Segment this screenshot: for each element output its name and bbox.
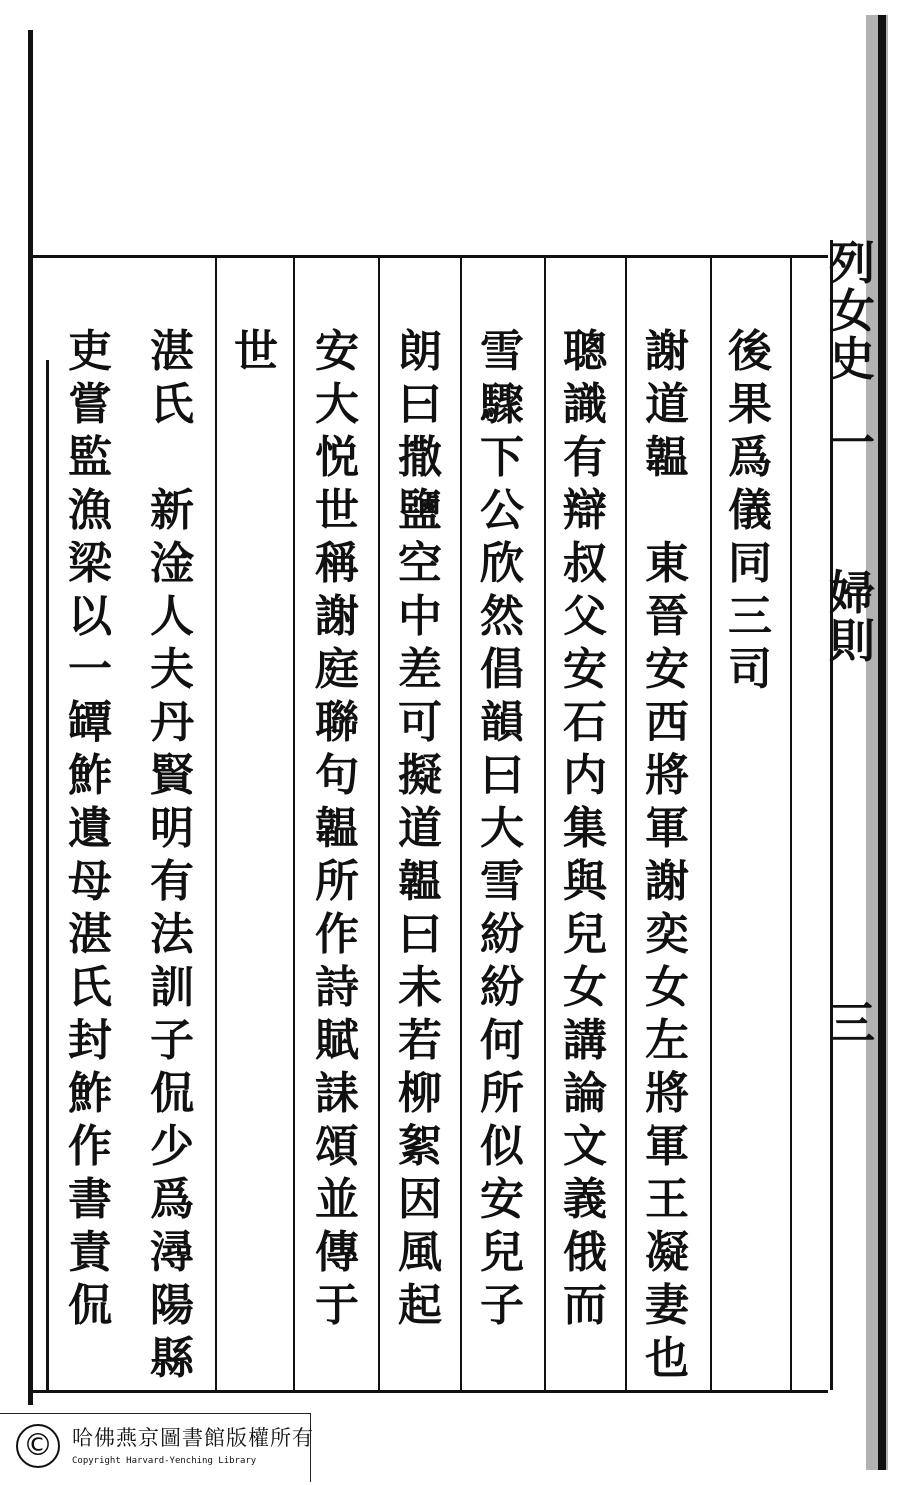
text-char: 驟: [480, 379, 524, 430]
text-char: 雪: [480, 856, 524, 907]
text-char: 道: [645, 379, 689, 430]
text-char: 同: [728, 538, 772, 589]
text-char: 後: [728, 326, 772, 377]
text-char: 法: [150, 909, 194, 960]
text-char: 縣: [150, 1333, 194, 1384]
text-char: 西: [645, 697, 689, 748]
text-char: 絮: [398, 1121, 442, 1172]
column-rule: [378, 258, 380, 1390]
spine-char: 一: [829, 416, 875, 470]
text-char: 安: [563, 644, 607, 695]
text-char: 空: [398, 538, 442, 589]
text-char: 辯: [563, 485, 607, 536]
text-char: 所: [315, 856, 359, 907]
text-char: 明: [150, 803, 194, 854]
text-char: 傳: [315, 1227, 359, 1278]
text-char: 女: [563, 962, 607, 1013]
text-char: 妻: [645, 1280, 689, 1331]
text-char: 論: [563, 1068, 607, 1119]
text-char: 所: [480, 1068, 524, 1119]
text-char: 賢: [150, 750, 194, 801]
text-char: 湛: [68, 909, 112, 960]
text-char: [637, 489, 697, 533]
text-char: 人: [150, 591, 194, 642]
text-char: 撒: [398, 432, 442, 483]
text-char: 父: [563, 591, 607, 642]
text-char: 因: [398, 1174, 442, 1225]
spine-rule: [830, 240, 833, 1390]
text-char: 曰: [398, 379, 442, 430]
text-char: 鮓: [68, 750, 112, 801]
text-char: 起: [398, 1280, 442, 1331]
text-char: 夫: [150, 644, 194, 695]
column-rule: [625, 258, 627, 1390]
text-char: 風: [398, 1227, 442, 1278]
text-char: 氏: [150, 379, 194, 430]
text-char: 陽: [150, 1280, 194, 1331]
text-char: 若: [398, 1015, 442, 1066]
text-char: 未: [398, 962, 442, 1013]
text-char: 誄: [315, 1068, 359, 1119]
text-char: 朗: [398, 326, 442, 377]
text-char: 中: [398, 591, 442, 642]
text-char: 頌: [315, 1121, 359, 1172]
text-char: 嘗: [68, 379, 112, 430]
column-rule: [544, 258, 546, 1390]
text-char: 世: [234, 326, 278, 377]
text-char: 内: [563, 750, 607, 801]
text-char: 潯: [150, 1227, 194, 1278]
text-char: 世: [315, 485, 359, 536]
text-char: 鮓: [68, 1068, 112, 1119]
text-char: 監: [68, 432, 112, 483]
text-char: 曰: [480, 750, 524, 801]
text-char: 石: [563, 697, 607, 748]
text-char: 俄: [563, 1227, 607, 1278]
page-left-border-inner: [46, 360, 49, 1390]
text-char: 識: [563, 379, 607, 430]
text-char: 氏: [68, 962, 112, 1013]
text-char: 吏: [68, 326, 112, 377]
text-char: 軍: [645, 1121, 689, 1172]
text-char: 句: [315, 750, 359, 801]
text-char: 子: [150, 1015, 194, 1066]
text-char: 湛: [150, 326, 194, 377]
frame-bottom: [28, 1390, 828, 1393]
text-char: 兒: [563, 909, 607, 960]
text-char: 賦: [315, 1015, 359, 1066]
text-char: 似: [480, 1121, 524, 1172]
text-char: 鹽: [398, 485, 442, 536]
text-char: 漁: [68, 485, 112, 536]
text-char: 然: [480, 591, 524, 642]
text-char: 謝: [315, 591, 359, 642]
text-char: 擬: [398, 750, 442, 801]
text-char: 稱: [315, 538, 359, 589]
text-char: 文: [563, 1121, 607, 1172]
spine-char: 婦: [829, 566, 875, 620]
text-char: 三: [728, 591, 772, 642]
text-char: 凝: [645, 1227, 689, 1278]
text-char: 王: [645, 1174, 689, 1225]
text-char: 也: [645, 1333, 689, 1384]
text-char: 奕: [645, 909, 689, 960]
text-char: 謝: [645, 856, 689, 907]
text-char: 母: [68, 856, 112, 907]
text-char: 聯: [315, 697, 359, 748]
spine-char: 女: [829, 284, 875, 338]
text-char: 謝: [645, 326, 689, 377]
text-char: 大: [480, 803, 524, 854]
text-char: 紛: [480, 962, 524, 1013]
copyright-chinese: 哈佛燕京圖書館版權所有: [72, 1426, 314, 1450]
text-char: 韞: [645, 432, 689, 483]
text-char: 遺: [68, 803, 112, 854]
text-char: 兒: [480, 1227, 524, 1278]
text-char: 韻: [480, 697, 524, 748]
text-char: 可: [398, 697, 442, 748]
text-char: 下: [480, 432, 524, 483]
text-char: 爲: [728, 432, 772, 483]
text-char: 韞: [315, 803, 359, 854]
text-char: 責: [68, 1227, 112, 1278]
text-char: 公: [480, 485, 524, 536]
page-right-edge: [878, 15, 886, 1470]
text-char: 東: [645, 538, 689, 589]
text-char: 梁: [68, 538, 112, 589]
text-char: 果: [728, 379, 772, 430]
frame-top: [28, 255, 828, 258]
text-char: 與: [563, 856, 607, 907]
text-char: 子: [480, 1280, 524, 1331]
text-char: 爲: [150, 1174, 194, 1225]
text-char: 道: [398, 803, 442, 854]
text-char: 儀: [728, 485, 772, 536]
text-char: 淦: [150, 538, 194, 589]
spine-char: 則: [829, 614, 875, 668]
text-char: 丹: [150, 697, 194, 748]
text-char: 少: [150, 1121, 194, 1172]
spine-char: 列: [829, 236, 875, 290]
text-char: 安: [315, 326, 359, 377]
copyright-symbol: ©: [16, 1424, 60, 1468]
text-char: 作: [68, 1121, 112, 1172]
text-char: 柳: [398, 1068, 442, 1119]
text-char: 晉: [645, 591, 689, 642]
text-char: 何: [480, 1015, 524, 1066]
text-char: 封: [68, 1015, 112, 1066]
text-char: 將: [645, 750, 689, 801]
folio-number: 三: [829, 996, 875, 1050]
text-char: 大: [315, 379, 359, 430]
text-char: 並: [315, 1174, 359, 1225]
text-char: 安: [645, 644, 689, 695]
text-char: 差: [398, 644, 442, 695]
text-char: 司: [728, 644, 772, 695]
text-char: 講: [563, 1015, 607, 1066]
text-char: 于: [315, 1280, 359, 1331]
spine-char: 史: [829, 332, 875, 386]
text-char: 有: [150, 856, 194, 907]
text-char: 侃: [68, 1280, 112, 1331]
text-char: 侃: [150, 1068, 194, 1119]
text-char: 曰: [398, 909, 442, 960]
text-char: 罈: [68, 697, 112, 748]
text-char: 聰: [563, 326, 607, 377]
text-char: 軍: [645, 803, 689, 854]
text-char: 倡: [480, 644, 524, 695]
text-char: 韞: [398, 856, 442, 907]
text-char: 作: [315, 909, 359, 960]
text-char: 集: [563, 803, 607, 854]
text-char: 欣: [480, 538, 524, 589]
text-char: 女: [645, 962, 689, 1013]
text-char: 義: [563, 1174, 607, 1225]
copyright-english: Copyright Harvard-Yenching Library: [72, 1456, 257, 1466]
text-char: 一: [68, 644, 112, 695]
text-char: 書: [68, 1174, 112, 1225]
copyright-stamp: [0, 1413, 314, 1482]
text-char: 庭: [315, 644, 359, 695]
text-char: 安: [480, 1174, 524, 1225]
text-char: [142, 436, 202, 480]
text-char: 新: [150, 485, 194, 536]
text-char: 以: [68, 591, 112, 642]
text-char: 將: [645, 1068, 689, 1119]
column-rule: [710, 258, 712, 1390]
text-char: 紛: [480, 909, 524, 960]
column-rule: [460, 258, 462, 1390]
text-char: 左: [645, 1015, 689, 1066]
column-rule: [293, 258, 295, 1390]
text-char: 叔: [563, 538, 607, 589]
page-left-border: [28, 30, 33, 1405]
text-char: 悦: [315, 432, 359, 483]
text-char: 有: [563, 432, 607, 483]
text-char: 詩: [315, 962, 359, 1013]
text-char: 雪: [480, 326, 524, 377]
column-rule: [790, 258, 792, 1390]
text-char: 而: [563, 1280, 607, 1331]
column-rule: [215, 258, 217, 1390]
text-char: 訓: [150, 962, 194, 1013]
